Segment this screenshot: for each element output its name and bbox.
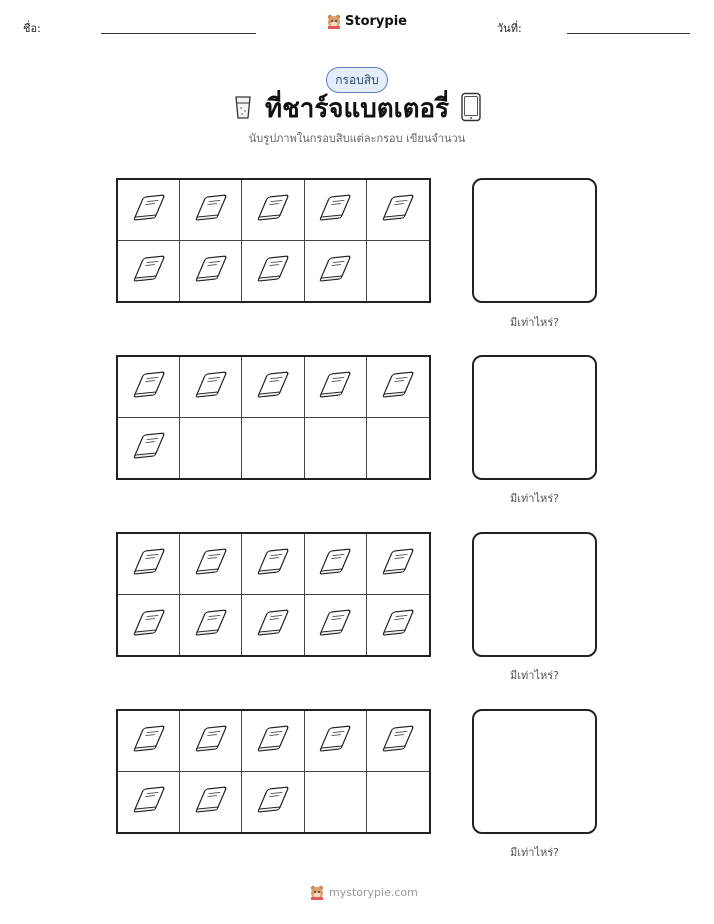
ten-frame-cell <box>305 180 367 241</box>
tablet-icon <box>127 191 171 229</box>
storypie-mascot-icon <box>309 884 325 900</box>
topic-tag: กรอบสิบ <box>326 67 388 93</box>
ten-frame-cell <box>305 357 367 418</box>
tablet-icon <box>189 783 233 821</box>
tablet-icon <box>251 252 295 290</box>
tablet-icon <box>189 252 233 290</box>
cup-icon <box>233 94 253 120</box>
tablet-icon <box>127 783 171 821</box>
ten-frame-cell <box>367 711 429 772</box>
ten-frame-cell <box>242 418 304 479</box>
tablet-icon <box>313 191 357 229</box>
ten-frame-cell <box>367 595 429 656</box>
ten-frame-cell <box>305 241 367 302</box>
name-line <box>101 33 256 34</box>
ten-frame-cell <box>242 595 304 656</box>
ten-frame-cell <box>367 357 429 418</box>
tablet-icon <box>127 252 171 290</box>
ten-frame-cell <box>305 595 367 656</box>
ten-frame-cell <box>367 241 429 302</box>
ten-frame-cell <box>180 241 242 302</box>
storypie-mascot-icon <box>326 13 342 29</box>
tablet-icon <box>313 545 357 583</box>
tablet-icon <box>376 191 420 229</box>
brand-name: Storypie <box>345 13 407 29</box>
tablet-icon <box>189 722 233 760</box>
ten-frame-cell <box>180 711 242 772</box>
tablet-icon <box>127 722 171 760</box>
tablet-outline-icon <box>460 92 482 122</box>
ten-frame-cell <box>180 595 242 656</box>
ten-frame-cell <box>305 418 367 479</box>
answer-prompt: มีเท่าไหร่? <box>510 669 559 682</box>
answer-prompt: มีเท่าไหร่? <box>510 492 559 505</box>
instructions: นับรูปภาพในกรอบสิบแต่ละกรอบ เขียนจำนวน <box>248 132 466 145</box>
answer-box[interactable] <box>472 178 597 303</box>
ten-frame-cell <box>118 534 180 595</box>
ten-frame-cell <box>242 534 304 595</box>
tablet-icon <box>189 368 233 406</box>
tablet-icon <box>251 545 295 583</box>
tablet-icon <box>127 545 171 583</box>
tablet-icon <box>313 722 357 760</box>
ten-frame-cell <box>242 241 304 302</box>
answer-prompt: มีเท่าไหร่? <box>510 316 559 329</box>
name-label: ชื่อ: <box>23 22 41 35</box>
ten-frame-cell <box>118 241 180 302</box>
ten-frame <box>116 178 431 303</box>
ten-frame-cell <box>367 418 429 479</box>
ten-frame-cell <box>242 180 304 241</box>
tablet-icon <box>313 368 357 406</box>
ten-frame-cell <box>118 772 180 833</box>
ten-frame <box>116 709 431 834</box>
date-line <box>567 33 690 34</box>
ten-frame-cell <box>367 534 429 595</box>
answer-prompt: มีเท่าไหร่? <box>510 846 559 859</box>
ten-frame-cell <box>180 772 242 833</box>
date-label: วันที่: <box>497 22 522 35</box>
ten-frame-cell <box>367 772 429 833</box>
tablet-icon <box>313 252 357 290</box>
answer-box[interactable] <box>472 532 597 657</box>
tablet-icon <box>376 606 420 644</box>
tablet-icon <box>127 606 171 644</box>
ten-frame-cell <box>118 595 180 656</box>
tablet-icon <box>189 606 233 644</box>
ten-frame-cell <box>367 180 429 241</box>
page-title: ที่ชาร์จแบตเตอรี่ <box>264 94 450 124</box>
ten-frame-cell <box>180 180 242 241</box>
ten-frame-cell <box>180 534 242 595</box>
ten-frame-cell <box>242 357 304 418</box>
ten-frame-cell <box>305 711 367 772</box>
ten-frame-cell <box>118 711 180 772</box>
ten-frame-cell <box>242 711 304 772</box>
tablet-icon <box>376 368 420 406</box>
ten-frame-cell <box>305 534 367 595</box>
tablet-icon <box>376 722 420 760</box>
tablet-icon <box>313 606 357 644</box>
ten-frame <box>116 355 431 480</box>
ten-frame-cell <box>180 357 242 418</box>
ten-frame-cell <box>242 772 304 833</box>
footer <box>309 884 418 900</box>
ten-frame-cell <box>180 418 242 479</box>
tablet-icon <box>251 368 295 406</box>
tablet-icon <box>376 545 420 583</box>
brand <box>326 13 407 29</box>
tablet-icon <box>127 429 171 467</box>
ten-frame-cell <box>118 418 180 479</box>
answer-box[interactable] <box>472 709 597 834</box>
answer-box[interactable] <box>472 355 597 480</box>
tablet-icon <box>251 783 295 821</box>
ten-frame-cell <box>118 357 180 418</box>
ten-frame-cell <box>118 180 180 241</box>
tablet-icon <box>189 545 233 583</box>
footer-site: mystorypie.com <box>329 885 418 899</box>
tablet-icon <box>251 191 295 229</box>
ten-frame <box>116 532 431 657</box>
tablet-icon <box>127 368 171 406</box>
tablet-icon <box>189 191 233 229</box>
ten-frame-cell <box>305 772 367 833</box>
tablet-icon <box>251 606 295 644</box>
tablet-icon <box>251 722 295 760</box>
